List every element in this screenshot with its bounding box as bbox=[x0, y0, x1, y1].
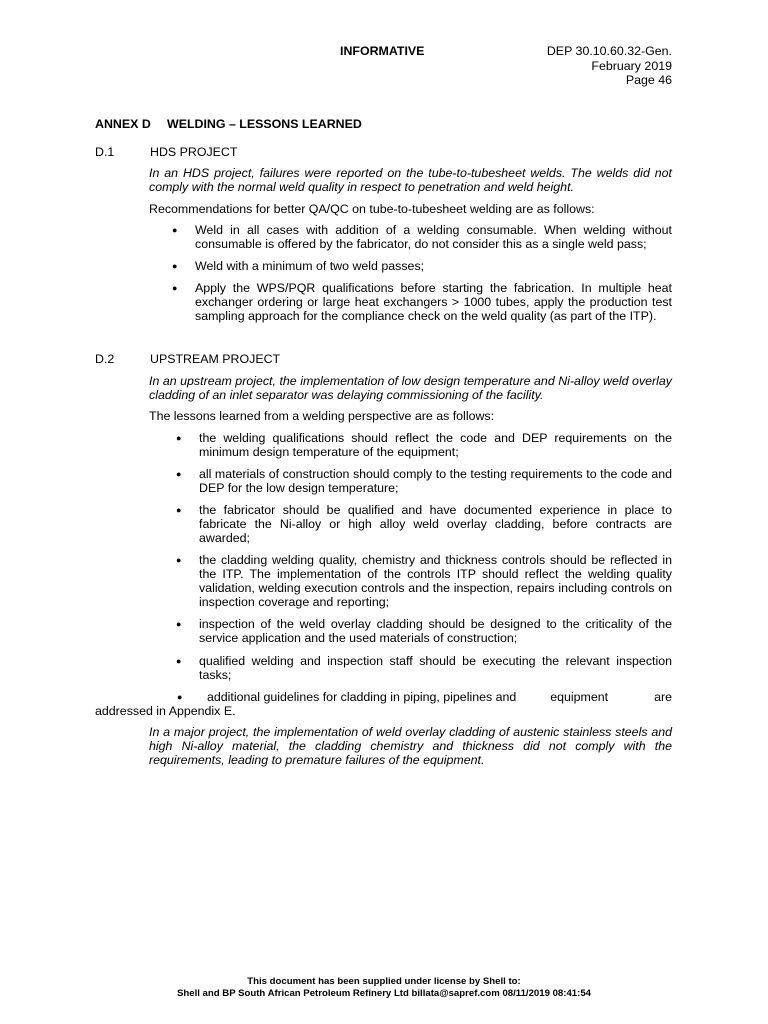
annex-title: WELDING – LESSONS LEARNED bbox=[167, 117, 362, 131]
section-d1-heading bbox=[95, 145, 237, 159]
section-d1-number: D.1 bbox=[95, 145, 115, 159]
list-item: ● Weld with a minimum of two weld passes; bbox=[172, 259, 425, 273]
section-d2-intro: In an upstream project, the implementation of low design temperature and Ni-alloy weld overlay cladding of an inlet separator was delaying commissioning of the facility. bbox=[149, 374, 672, 402]
section-d2-heading bbox=[95, 352, 280, 366]
section-d2-lead: The lessons learned from a welding perspective are as follows: bbox=[149, 409, 495, 423]
annex-heading bbox=[95, 117, 362, 131]
list-item: ● all materials of construction should comply to the testing requirements to the code and DEP for the low design temperature; bbox=[176, 467, 672, 495]
section-d2-number: D.2 bbox=[95, 352, 115, 366]
bullet-icon: ● bbox=[172, 283, 178, 293]
license-footer bbox=[0, 976, 768, 1000]
bullet-icon: ● bbox=[176, 555, 182, 565]
section-d1-lead: Recommendations for better QA/QC on tube-to-tubesheet welding are as follows: bbox=[149, 202, 595, 216]
section-d2-closing: In a major project, the implementation of weld overlay cladding of austenic stainless steels and high Ni-alloy material, the cladding chemistry and thickness did not comply with the requirements, leading to premature failures of the equipment. bbox=[149, 725, 672, 767]
section-d1-title: HDS PROJECT bbox=[150, 145, 238, 159]
section-d1-intro: In an HDS project, failures were reported on the tube-to-tubesheet welds. The welds did not comply with the normal weld quality in respect to penetration and weld height. bbox=[149, 166, 672, 194]
list-item: ● the fabricator should be qualified and have documented experience in place to fabricate the Ni-alloy or high alloy weld overlay cladding, before contracts are awarded; bbox=[176, 503, 672, 545]
section-d2-title: UPSTREAM PROJECT bbox=[150, 352, 281, 366]
bullet-icon: ● bbox=[176, 433, 182, 443]
bullet-icon: ● bbox=[172, 261, 178, 271]
footer-line-1: This document has been supplied under license by Shell to: bbox=[247, 976, 521, 987]
bullet-icon: ● bbox=[176, 505, 182, 515]
list-item: ● additional guidelines for cladding in piping, pipelines and equipment are addressed in Appendix E. bbox=[95, 690, 672, 718]
header-doc-number: DEP 30.10.60.32-Gen. bbox=[546, 44, 672, 58]
list-item: ● inspection of the weld overlay cladding should be designed to the criticality of the service application and the used materials of construction; bbox=[176, 617, 672, 645]
list-item: ● qualified welding and inspection staff should be executing the relevant inspection tasks; bbox=[176, 654, 672, 682]
footer-line-2: Shell and BP South African Petroleum Refinery Ltd billata@sapref.com 08/11/2019 08:41:54 bbox=[176, 988, 592, 999]
header-doc-info bbox=[430, 44, 672, 88]
list-item: ● the welding qualifications should reflect the code and DEP requirements on the minimum design temperature of the equipment; bbox=[176, 431, 672, 459]
list-item: ● Weld in all cases with addition of a welding consumable. When welding without consumable is offered by the fabricator, do not consider this as a single weld pass; bbox=[172, 223, 672, 251]
header-date: February 2019 bbox=[591, 58, 672, 73]
bullet-icon: ● bbox=[177, 692, 183, 702]
list-item: ● the cladding welding quality, chemistry and thickness controls should be reflected in the ITP. The implementation of the controls ITP should reflect the welding quality validation, welding execution controls and the inspection, repairs including controls on inspection coverage and reporting; bbox=[176, 553, 672, 609]
header-page-number: Page 46 bbox=[625, 73, 672, 87]
list-item: ● Apply the WPS/PQR qualifications before starting the fabrication. In multiple heat exchanger ordering or large heat exchangers > 1000 tubes, apply the production test sampling approach for the compliance check on the weld quality (as part of the ITP). bbox=[172, 281, 672, 323]
bullet-icon: ● bbox=[172, 225, 178, 235]
bullet-icon: ● bbox=[176, 656, 182, 666]
bullet-icon: ● bbox=[176, 469, 182, 479]
bullet-icon: ● bbox=[176, 619, 182, 629]
header-classification: INFORMATIVE bbox=[340, 44, 425, 58]
annex-number: ANNEX D bbox=[95, 117, 151, 131]
